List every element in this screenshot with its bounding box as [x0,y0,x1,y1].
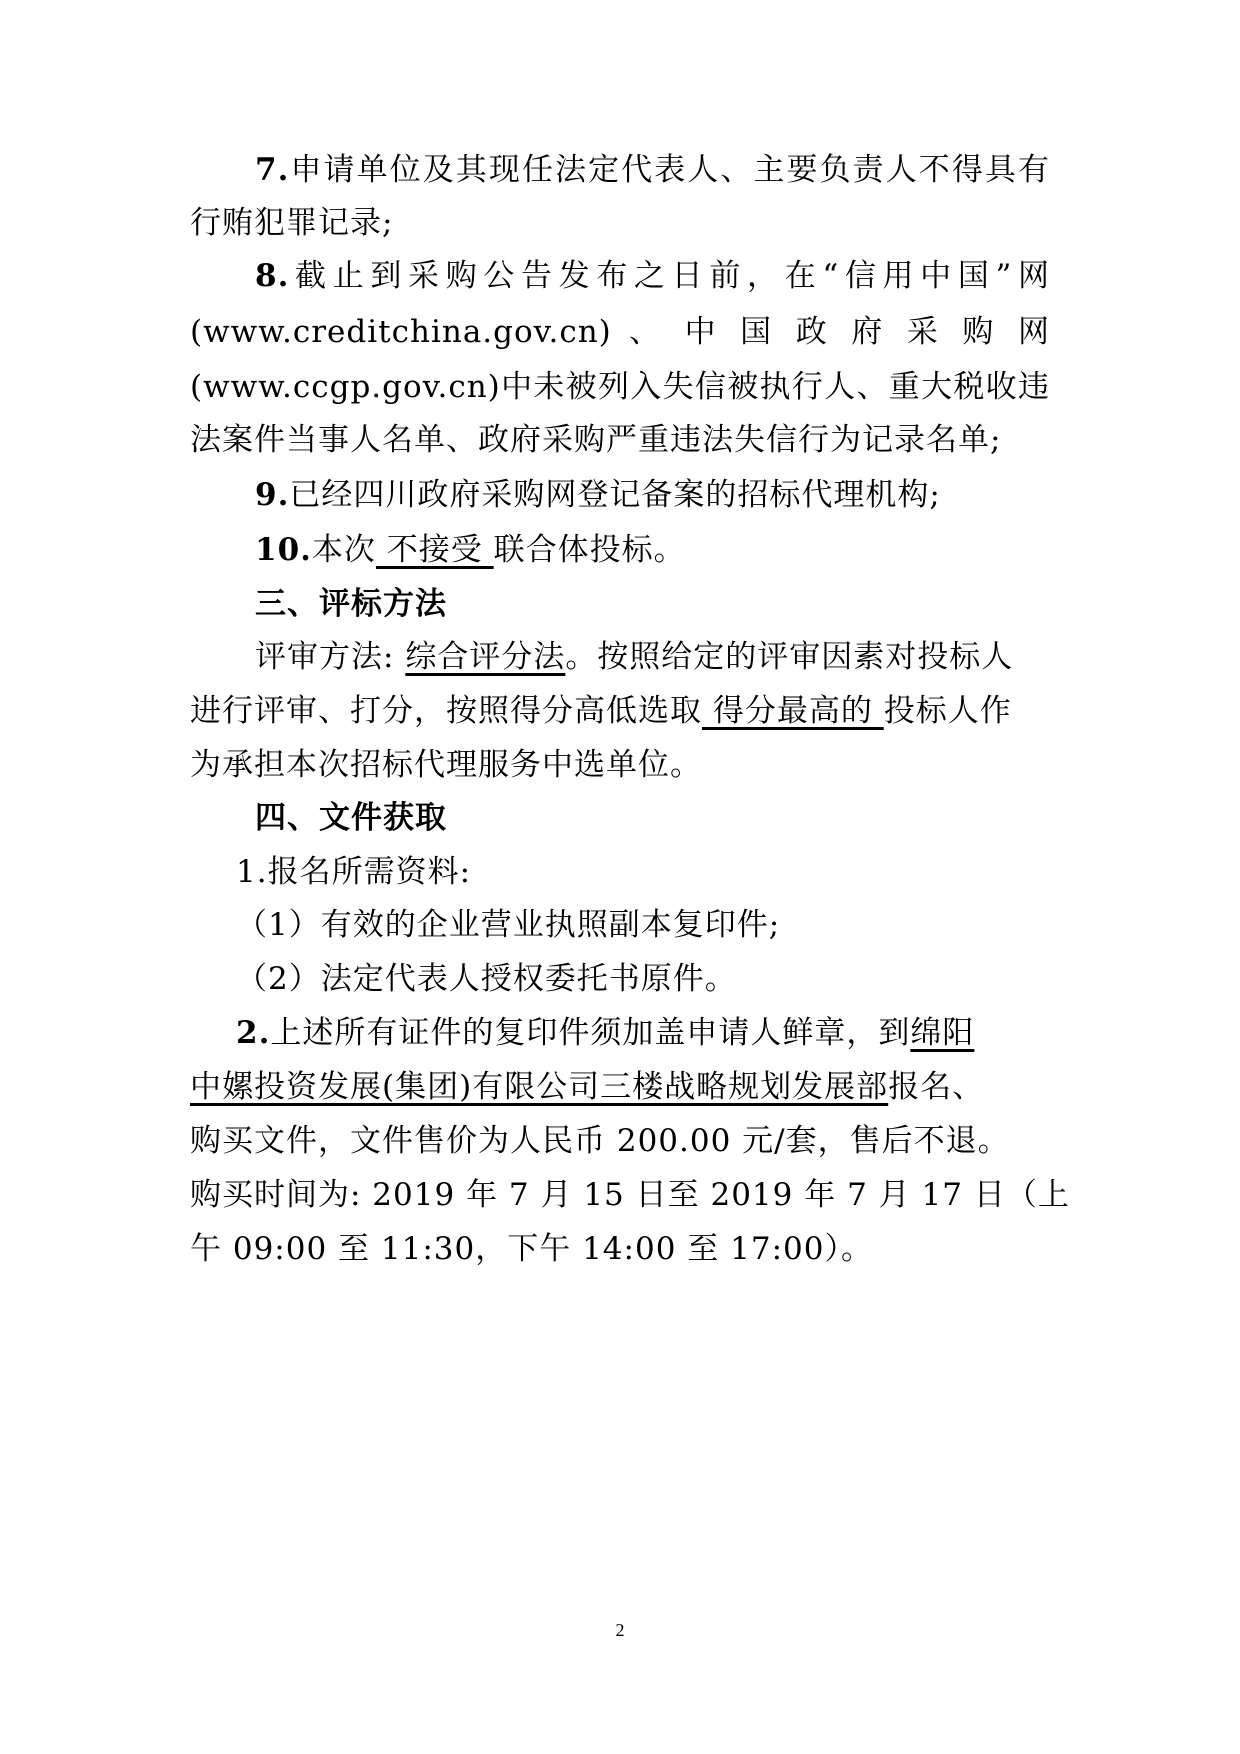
page-number: 2 [615,1620,625,1640]
item8-line4: 法案件当事人名单、政府采购严重违法失信行为记录名单; [190,422,1002,458]
item10-underlined: 不接受 [375,532,494,568]
section3-line2: 进行评审、打分，按照得分高低选取 得分最高的 投标人作 [190,693,1012,729]
section4-sub1: 1.报名所需资料: [236,854,472,890]
selection-criterion: 得分最高的 [702,693,884,729]
section4-sub2-line1: 2.上述所有证件的复印件须加盖申请人鲜章，到绵阳 [236,1015,975,1051]
item10-line: 10.本次 不接受 联合体投标。 [255,532,686,568]
section3-line1: 评审方法: 综合评分法。按照给定的评审因素对投标人 [255,639,1014,675]
sub2-number: 2. [236,1015,271,1051]
section4-heading: 四、文件获取 [255,800,447,836]
section4-sub1-b: （2）法定代表人授权委托书原件。 [236,961,737,997]
item8-line3: (www.ccgp.gov.cn)中未被列入失信被执行人、重大税收违 [190,369,1050,405]
item10-number: 10. [255,532,312,568]
section4-sub2-line3: 购买文件，文件售价为人民币 200.00 元/套，售后不退。 [190,1123,1010,1159]
section3-heading: 三、评标方法 [255,586,447,622]
item7-line1: 7.申请单位及其现任法定代表人、主要负责人不得具有 [255,152,1050,188]
item8-number: 8. [255,258,290,294]
section4-sub2-line2: 中嫘投资发展(集团)有限公司三楼战略规划发展部报名、 [190,1069,985,1105]
item8-line1: 8.截止到采购公告发布之日前，在“信用中国”网 [255,258,1050,294]
item7-line2: 行贿犯罪记录; [190,205,394,241]
item8-line2: (www.creditchina.gov.cn) 、 中 国 政 府 采 购 网 [190,314,1050,350]
registration-location: 中嫘投资发展(集团)有限公司三楼战略规划发展部 [190,1069,889,1105]
section4-sub1-a: （1）有效的企业营业执照副本复印件; [236,907,781,943]
section3-line3: 为承担本次招标代理服务中选单位。 [190,747,702,783]
item9-line: 9.已经四川政府采购网登记备案的招标代理机构; [255,477,941,513]
item7-number: 7. [255,152,290,188]
item9-number: 9. [255,477,290,513]
section4-sub2-line4: 购买时间为: 2019 年 7 月 15 日至 2019 年 7 月 17 日（上 [190,1177,1070,1213]
section4-sub2-line5: 午 09:00 至 11:30，下午 14:00 至 17:00）。 [190,1231,873,1267]
evaluation-method: 综合评分法 [405,639,566,675]
